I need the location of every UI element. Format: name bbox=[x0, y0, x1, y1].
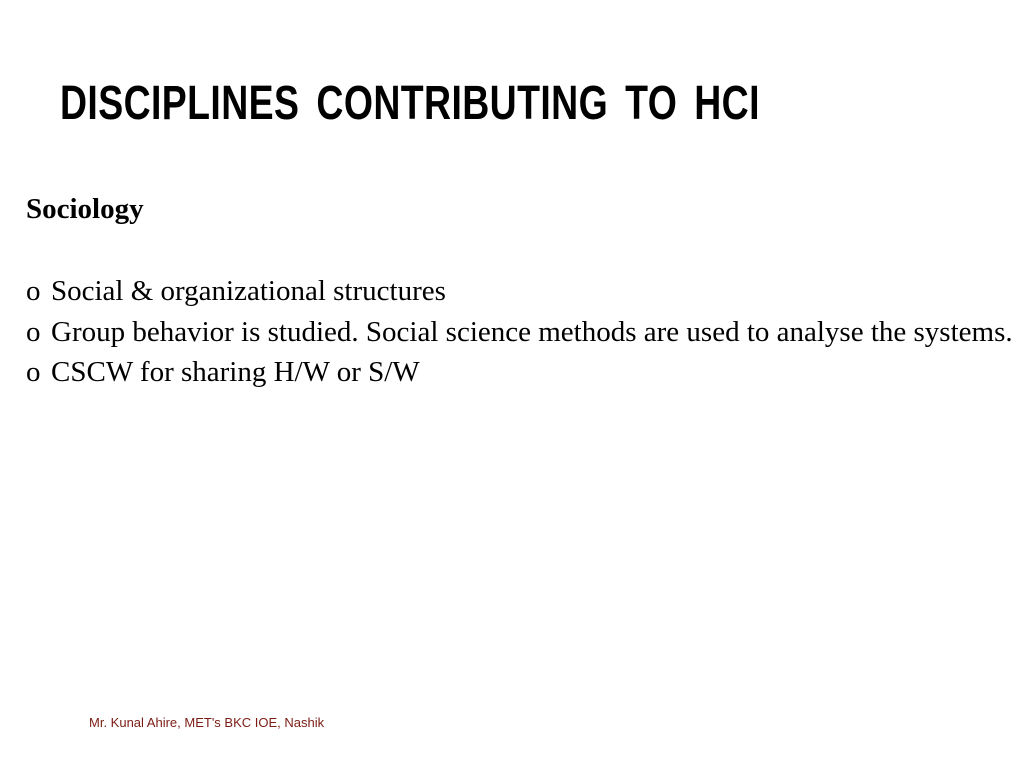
list-item bbox=[26, 352, 1016, 393]
footer-credit: Mr. Kunal Ahire, MET's BKC IOE, Nashik bbox=[89, 715, 325, 730]
bullet-marker: o bbox=[26, 275, 41, 307]
bullet-marker: o bbox=[26, 356, 41, 388]
bullet-text: CSCW for sharing H/W or S/W bbox=[51, 356, 420, 388]
bullet-marker: o bbox=[26, 315, 41, 348]
slide-title: DISCIPLINES CONTRIBUTING TO HCI bbox=[60, 77, 760, 130]
bullet-text: Social & organizational structures bbox=[51, 275, 446, 307]
bullet-text: Group behavior is studied. Social science methods are used to analyse the systems. bbox=[51, 315, 1013, 348]
section-heading: Sociology bbox=[26, 193, 144, 225]
bullet-list bbox=[26, 271, 1016, 393]
list-item bbox=[26, 312, 1016, 353]
list-item bbox=[26, 271, 1016, 312]
